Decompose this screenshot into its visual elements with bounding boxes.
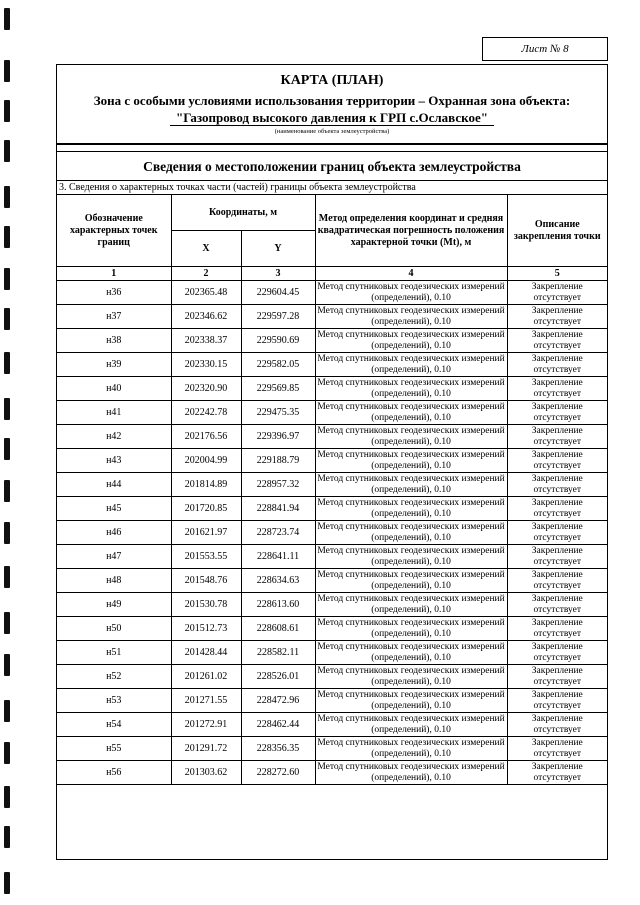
point-cell: н49 — [57, 593, 171, 617]
point-cell: н38 — [57, 329, 171, 353]
y-cell: 228356.35 — [241, 737, 315, 761]
x-cell: 202346.62 — [171, 305, 241, 329]
y-cell: 229475.35 — [241, 401, 315, 425]
column-header-method: Метод определения координат и средняя квадратическая погрешность положения характерной точки (Mt), м — [315, 195, 507, 267]
column-number: 1 — [57, 267, 171, 281]
point-cell: н43 — [57, 449, 171, 473]
y-cell: 228582.11 — [241, 641, 315, 665]
binding-hole — [4, 786, 10, 808]
desc-cell: Закрепление отсутствует — [507, 521, 607, 545]
y-cell: 228613.60 — [241, 593, 315, 617]
x-cell: 202338.37 — [171, 329, 241, 353]
table-row — [57, 545, 607, 569]
binding-holes — [0, 0, 14, 905]
method-cell: Метод спутниковых геодезических измерений (определений), 0.10 — [315, 641, 507, 665]
point-cell: н56 — [57, 761, 171, 785]
binding-hole — [4, 308, 10, 330]
table-row — [57, 425, 607, 449]
binding-hole — [4, 480, 10, 502]
method-cell: Метод спутниковых геодезических измерений (определений), 0.10 — [315, 737, 507, 761]
method-cell: Метод спутниковых геодезических измерений (определений), 0.10 — [315, 665, 507, 689]
binding-hole — [4, 8, 10, 30]
object-name: "Газопровод высокого давления к ГРП с.Ославское" — [170, 110, 494, 126]
desc-cell: Закрепление отсутствует — [507, 377, 607, 401]
column-header-y: Y — [241, 231, 315, 267]
y-cell: 229590.69 — [241, 329, 315, 353]
table-row — [57, 641, 607, 665]
method-cell: Метод спутниковых геодезических измерений (определений), 0.10 — [315, 377, 507, 401]
table-row — [57, 401, 607, 425]
desc-cell: Закрепление отсутствует — [507, 665, 607, 689]
table-row — [57, 689, 607, 713]
method-cell: Метод спутниковых геодезических измерений (определений), 0.10 — [315, 569, 507, 593]
point-cell: н41 — [57, 401, 171, 425]
table-row — [57, 737, 607, 761]
x-cell: 202176.56 — [171, 425, 241, 449]
point-cell: н55 — [57, 737, 171, 761]
point-cell: н52 — [57, 665, 171, 689]
column-header-x: X — [171, 231, 241, 267]
points-table — [57, 195, 607, 785]
binding-hole — [4, 60, 10, 82]
method-cell: Метод спутниковых геодезических измерений (определений), 0.10 — [315, 353, 507, 377]
y-cell: 228472.96 — [241, 689, 315, 713]
column-header-point: Обозначение характерных точек границ — [57, 195, 171, 267]
method-cell: Метод спутниковых геодезических измерений (определений), 0.10 — [315, 305, 507, 329]
x-cell: 201271.55 — [171, 689, 241, 713]
method-cell: Метод спутниковых геодезических измерений (определений), 0.10 — [315, 761, 507, 785]
point-cell: н47 — [57, 545, 171, 569]
table-row — [57, 569, 607, 593]
method-cell: Метод спутниковых геодезических измерений (определений), 0.10 — [315, 281, 507, 305]
point-cell: н40 — [57, 377, 171, 401]
x-cell: 201512.73 — [171, 617, 241, 641]
method-cell: Метод спутниковых геодезических измерений (определений), 0.10 — [315, 425, 507, 449]
x-cell: 201291.72 — [171, 737, 241, 761]
method-cell: Метод спутниковых геодезических измерений (определений), 0.10 — [315, 329, 507, 353]
x-cell: 201720.85 — [171, 497, 241, 521]
sheet-number: Лист № 8 — [482, 37, 608, 61]
x-cell: 201261.02 — [171, 665, 241, 689]
point-cell: н36 — [57, 281, 171, 305]
y-cell: 228462.44 — [241, 713, 315, 737]
binding-hole — [4, 612, 10, 634]
x-cell: 202004.99 — [171, 449, 241, 473]
subsection-title: 3. Сведения о характерных точках части (частей) границы объекта землеустройства — [57, 181, 607, 195]
desc-cell: Закрепление отсутствует — [507, 401, 607, 425]
column-header-desc: Описание закрепления точки — [507, 195, 607, 267]
table-row — [57, 281, 607, 305]
x-cell: 201621.97 — [171, 521, 241, 545]
method-cell: Метод спутниковых геодезических измерений (определений), 0.10 — [315, 713, 507, 737]
method-cell: Метод спутниковых геодезических измерений (определений), 0.10 — [315, 449, 507, 473]
desc-cell: Закрепление отсутствует — [507, 305, 607, 329]
method-cell: Метод спутниковых геодезических измерений (определений), 0.10 — [315, 497, 507, 521]
column-header-coords: Координаты, м — [171, 195, 315, 231]
desc-cell: Закрепление отсутствует — [507, 713, 607, 737]
desc-cell: Закрепление отсутствует — [507, 569, 607, 593]
x-cell: 202330.15 — [171, 353, 241, 377]
y-cell: 229569.85 — [241, 377, 315, 401]
binding-hole — [4, 438, 10, 460]
x-cell: 201530.78 — [171, 593, 241, 617]
table-row — [57, 449, 607, 473]
document-subtitle: Зона с особыми условиями использования территории – Охранная зона объекта: — [93, 93, 571, 108]
object-name-note: (наименование объекта землеустройства) — [274, 128, 390, 135]
column-number: 3 — [241, 267, 315, 281]
desc-cell: Закрепление отсутствует — [507, 545, 607, 569]
x-cell: 201272.91 — [171, 713, 241, 737]
point-cell: н48 — [57, 569, 171, 593]
table-row — [57, 713, 607, 737]
column-number: 4 — [315, 267, 507, 281]
x-cell: 202320.90 — [171, 377, 241, 401]
document-title: КАРТА (ПЛАН) — [280, 73, 384, 88]
binding-hole — [4, 522, 10, 544]
method-cell: Метод спутниковых геодезических измерений (определений), 0.10 — [315, 593, 507, 617]
section-title: Сведения о местоположении границ объекта землеустройства — [57, 151, 607, 181]
y-cell: 228608.61 — [241, 617, 315, 641]
desc-cell: Закрепление отсутствует — [507, 473, 607, 497]
y-cell: 228526.01 — [241, 665, 315, 689]
x-cell: 201553.55 — [171, 545, 241, 569]
table-row — [57, 761, 607, 785]
desc-cell: Закрепление отсутствует — [507, 617, 607, 641]
point-cell: н54 — [57, 713, 171, 737]
y-cell: 228723.74 — [241, 521, 315, 545]
method-cell: Метод спутниковых геодезических измерений (определений), 0.10 — [315, 401, 507, 425]
point-cell: н46 — [57, 521, 171, 545]
y-cell: 229604.45 — [241, 281, 315, 305]
x-cell: 201428.44 — [171, 641, 241, 665]
point-cell: н39 — [57, 353, 171, 377]
table-row — [57, 665, 607, 689]
y-cell: 228841.94 — [241, 497, 315, 521]
point-cell: н51 — [57, 641, 171, 665]
x-cell: 201548.76 — [171, 569, 241, 593]
desc-cell: Закрепление отсутствует — [507, 353, 607, 377]
x-cell: 201814.89 — [171, 473, 241, 497]
table-row — [57, 305, 607, 329]
desc-cell: Закрепление отсутствует — [507, 641, 607, 665]
binding-hole — [4, 872, 10, 894]
y-cell: 229396.97 — [241, 425, 315, 449]
y-cell: 228272.60 — [241, 761, 315, 785]
table-row — [57, 593, 607, 617]
binding-hole — [4, 268, 10, 290]
desc-cell: Закрепление отсутствует — [507, 593, 607, 617]
x-cell: 201303.62 — [171, 761, 241, 785]
y-cell: 228957.32 — [241, 473, 315, 497]
desc-cell: Закрепление отсутствует — [507, 281, 607, 305]
binding-hole — [4, 186, 10, 208]
method-cell: Метод спутниковых геодезических измерений (определений), 0.10 — [315, 545, 507, 569]
desc-cell: Закрепление отсутствует — [507, 425, 607, 449]
point-cell: н45 — [57, 497, 171, 521]
table-row — [57, 497, 607, 521]
binding-hole — [4, 566, 10, 588]
desc-cell: Закрепление отсутствует — [507, 449, 607, 473]
binding-hole — [4, 352, 10, 374]
table-row — [57, 329, 607, 353]
binding-hole — [4, 398, 10, 420]
document-frame — [56, 64, 608, 860]
binding-hole — [4, 700, 10, 722]
desc-cell: Закрепление отсутствует — [507, 497, 607, 521]
x-cell: 202242.78 — [171, 401, 241, 425]
method-cell: Метод спутниковых геодезических измерений (определений), 0.10 — [315, 617, 507, 641]
binding-hole — [4, 140, 10, 162]
point-cell: н37 — [57, 305, 171, 329]
y-cell: 229188.79 — [241, 449, 315, 473]
table-row — [57, 617, 607, 641]
method-cell: Метод спутниковых геодезических измерений (определений), 0.10 — [315, 473, 507, 497]
column-number: 2 — [171, 267, 241, 281]
table-row — [57, 473, 607, 497]
y-cell: 228634.63 — [241, 569, 315, 593]
desc-cell: Закрепление отсутствует — [507, 329, 607, 353]
point-cell: н44 — [57, 473, 171, 497]
binding-hole — [4, 742, 10, 764]
table-row — [57, 377, 607, 401]
table-row — [57, 353, 607, 377]
y-cell: 228641.11 — [241, 545, 315, 569]
table-row — [57, 521, 607, 545]
binding-hole — [4, 654, 10, 676]
y-cell: 229597.28 — [241, 305, 315, 329]
method-cell: Метод спутниковых геодезических измерений (определений), 0.10 — [315, 521, 507, 545]
point-cell: н42 — [57, 425, 171, 449]
document-header — [57, 65, 607, 145]
binding-hole — [4, 826, 10, 848]
binding-hole — [4, 226, 10, 248]
method-cell: Метод спутниковых геодезических измерений (определений), 0.10 — [315, 689, 507, 713]
column-number: 5 — [507, 267, 607, 281]
desc-cell: Закрепление отсутствует — [507, 761, 607, 785]
binding-hole — [4, 100, 10, 122]
point-cell: н50 — [57, 617, 171, 641]
y-cell: 229582.05 — [241, 353, 315, 377]
desc-cell: Закрепление отсутствует — [507, 689, 607, 713]
desc-cell: Закрепление отсутствует — [507, 737, 607, 761]
x-cell: 202365.48 — [171, 281, 241, 305]
point-cell: н53 — [57, 689, 171, 713]
